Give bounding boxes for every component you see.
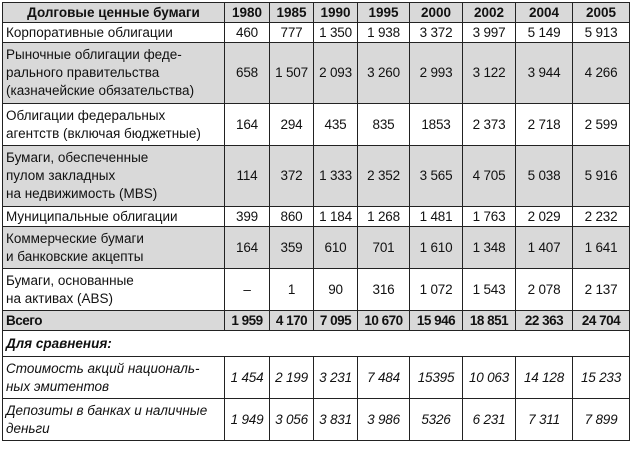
row-label (3, 207, 225, 227)
header-year: 2000 (410, 3, 463, 23)
cell-value: 2 199 (270, 357, 314, 399)
cell-value: 399 (225, 207, 270, 227)
row-label (3, 269, 225, 311)
row-label-line: Бумаги, обеспеченные (6, 150, 149, 165)
cell-value: 1 184 (314, 207, 358, 227)
cell-value: 3 231 (314, 357, 358, 399)
cell-value: 3 831 (314, 399, 358, 441)
header-year: 1990 (314, 3, 358, 23)
cell-value: 294 (270, 104, 314, 146)
cell-value: 5326 (410, 399, 463, 441)
cell-value: 3 056 (270, 399, 314, 441)
row-label-line: ных эмитентов (6, 378, 110, 394)
row-label (3, 146, 225, 207)
row-label-line: Стоимость акций националь- (6, 360, 200, 376)
cell-value: 1 481 (410, 207, 463, 227)
row-label-line: Бумаги, основанные (6, 272, 134, 288)
row-label (3, 357, 225, 399)
cell-value: 1 641 (573, 227, 630, 269)
cell-value: 860 (270, 207, 314, 227)
cell-value: 1 333 (314, 146, 358, 207)
total-value: 24 704 (573, 311, 630, 331)
cell-value: 2 599 (573, 104, 630, 146)
header-row (3, 3, 630, 23)
cell-value: 90 (314, 269, 358, 311)
cell-value: 777 (270, 23, 314, 43)
row-label-line: Облигации федеральных (6, 107, 166, 123)
cell-value: 372 (270, 146, 314, 207)
cell-value: 2 993 (410, 43, 463, 104)
cell-value: 2 352 (358, 146, 410, 207)
cell-value: 1 350 (314, 23, 358, 43)
cell-value: 1 072 (410, 269, 463, 311)
cell-value: 7 484 (358, 357, 410, 399)
row-label (3, 104, 225, 146)
total-value: 4 170 (270, 311, 314, 331)
cell-value: 3 565 (410, 146, 463, 207)
cell-value: 1 610 (410, 227, 463, 269)
total-value: 15 946 (410, 311, 463, 331)
cell-value: 15395 (410, 357, 463, 399)
table-row (3, 146, 630, 207)
cell-value: 1 (270, 269, 314, 311)
header-year: 2002 (463, 3, 516, 23)
row-label-line: Депозиты в банках и наличные (6, 402, 208, 418)
cell-value: 3 260 (358, 43, 410, 104)
cell-value: 2 137 (573, 269, 630, 311)
debt-securities-table (2, 2, 630, 441)
row-label-line: (казначейские обязательства) (6, 83, 195, 98)
total-value: 1 959 (225, 311, 270, 331)
cell-value: 15 233 (573, 357, 630, 399)
table-row (3, 43, 630, 104)
row-label-line: на недвижимость (MBS) (6, 186, 158, 201)
row-label-line: и банковские акцепты (6, 248, 144, 264)
cell-value: 3 122 (463, 43, 516, 104)
cell-value: 610 (314, 227, 358, 269)
cell-value: 316 (358, 269, 410, 311)
row-label-line: Рыночные облигации феде- (6, 47, 182, 62)
compare-row (3, 357, 630, 399)
cell-value: – (225, 269, 270, 311)
cell-value: 14 128 (516, 357, 573, 399)
cell-value: 10 063 (463, 357, 516, 399)
cell-value: 1 938 (358, 23, 410, 43)
header-year: 1980 (225, 3, 270, 23)
cell-value: 164 (225, 104, 270, 146)
cell-value: 1 407 (516, 227, 573, 269)
cell-value: 5 149 (516, 23, 573, 43)
cell-value: 3 986 (358, 399, 410, 441)
row-label-line: Муниципальные облигации (6, 208, 178, 224)
total-label: Всего (3, 311, 225, 331)
cell-value: 2 373 (463, 104, 516, 146)
row-label-line: Коммерческие бумаги (6, 230, 144, 246)
compare-heading-row (3, 331, 630, 357)
row-label-line: рального правительства (6, 65, 160, 80)
header-year: 2005 (573, 3, 630, 23)
cell-value: 5 913 (573, 23, 630, 43)
cell-value: 1853 (410, 104, 463, 146)
cell-value: 1 507 (270, 43, 314, 104)
cell-value: 3 372 (410, 23, 463, 43)
cell-value: 7 311 (516, 399, 573, 441)
cell-value: 658 (225, 43, 270, 104)
row-label (3, 399, 225, 441)
cell-value: 4 266 (573, 43, 630, 104)
cell-value: 5 916 (573, 146, 630, 207)
row-label-line: на активах (ABS) (6, 290, 114, 306)
table-row (3, 104, 630, 146)
cell-value: 1 348 (463, 227, 516, 269)
total-value: 10 670 (358, 311, 410, 331)
cell-value: 2 078 (516, 269, 573, 311)
cell-value: 435 (314, 104, 358, 146)
cell-value: 835 (358, 104, 410, 146)
cell-value: 1 949 (225, 399, 270, 441)
total-value: 22 363 (516, 311, 573, 331)
cell-value: 4 705 (463, 146, 516, 207)
cell-value: 359 (270, 227, 314, 269)
row-label-line: деньги (6, 420, 50, 436)
cell-value: 1 543 (463, 269, 516, 311)
cell-value: 701 (358, 227, 410, 269)
cell-value: 3 944 (516, 43, 573, 104)
cell-value: 1 268 (358, 207, 410, 227)
cell-value: 1 763 (463, 207, 516, 227)
cell-value: 6 231 (463, 399, 516, 441)
table-row (3, 269, 630, 311)
cell-value: 2 093 (314, 43, 358, 104)
header-year: 2004 (516, 3, 573, 23)
cell-value: 7 899 (573, 399, 630, 441)
header-year: 1995 (358, 3, 410, 23)
row-label-line: Корпоративные облигации (6, 24, 173, 40)
cell-value: 1 454 (225, 357, 270, 399)
header-year: 1985 (270, 3, 314, 23)
row-label (3, 43, 225, 104)
cell-value: 2 232 (573, 207, 630, 227)
cell-value: 460 (225, 23, 270, 43)
cell-value: 5 038 (516, 146, 573, 207)
cell-value: 2 029 (516, 207, 573, 227)
compare-label: Для сравнения: (3, 331, 630, 357)
row-label (3, 227, 225, 269)
cell-value: 114 (225, 146, 270, 207)
header-label: Долговые ценные бумаги (3, 3, 225, 23)
total-value: 7 095 (314, 311, 358, 331)
table-row (3, 207, 630, 227)
cell-value: 164 (225, 227, 270, 269)
cell-value: 2 718 (516, 104, 573, 146)
total-row (3, 311, 630, 331)
row-label-line: пулом закладных (6, 168, 116, 183)
row-label-line: агентств (включая бюджетные) (6, 125, 201, 141)
table-row (3, 23, 630, 43)
total-value: 18 851 (463, 311, 516, 331)
table-row (3, 227, 630, 269)
row-label (3, 23, 225, 43)
compare-row (3, 399, 630, 441)
cell-value: 3 997 (463, 23, 516, 43)
